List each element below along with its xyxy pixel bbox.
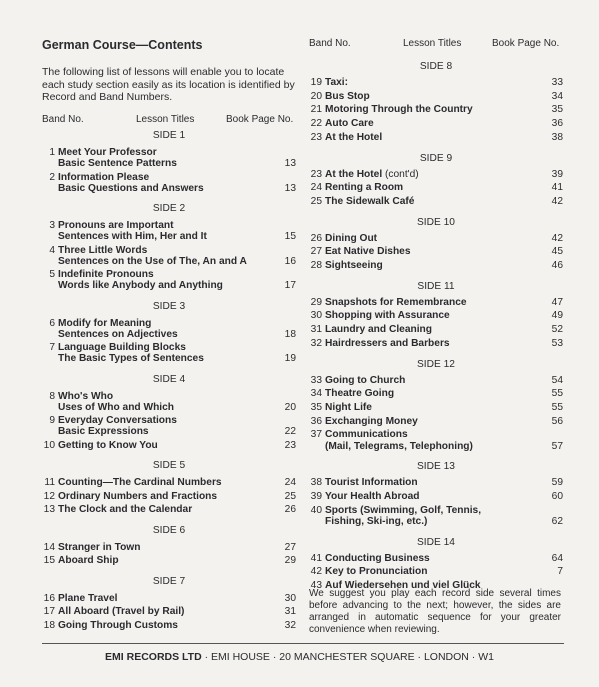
lesson-subtitle: Basic Questions and Answers	[58, 182, 204, 194]
band-number: 15	[43, 555, 55, 566]
band-number: 32	[310, 337, 322, 349]
lesson-title: Auf Wiedersehen und viel Glück	[325, 580, 481, 592]
lesson-title: Stranger in Town	[58, 541, 141, 553]
lesson-title: Motoring Through the Country	[325, 104, 473, 116]
book-page-number: 60	[551, 491, 563, 502]
lesson-entry	[42, 269, 296, 291]
book-page-number: 31	[284, 606, 296, 617]
band-number: 18	[43, 619, 55, 631]
band-number: 27	[310, 246, 322, 258]
band-number: 19	[310, 77, 322, 88]
lesson-subtitle: Basic Expressions	[58, 426, 149, 437]
lesson-title: Sports (Swimming, Golf, Tennis,	[325, 504, 482, 516]
band-number: 8	[49, 390, 55, 402]
lesson-entry	[309, 416, 563, 427]
book-page-number: 27	[284, 541, 296, 553]
book-page-number: 34	[551, 90, 563, 102]
book-page-number: 13	[284, 158, 296, 169]
lesson-title: Eat Native Dishes	[325, 246, 411, 258]
book-page-number: 33	[551, 77, 563, 88]
band-number: 43	[310, 580, 322, 592]
band-number: 36	[310, 415, 322, 427]
band-number: 10	[43, 439, 55, 451]
lesson-entry	[42, 415, 296, 437]
lesson-title: Counting—The Cardinal Numbers	[58, 477, 222, 488]
book-page-number: 42	[551, 232, 563, 244]
lesson-entry	[42, 440, 296, 451]
band-number: 38	[310, 477, 322, 489]
lesson-entry	[42, 491, 296, 502]
band-number: 22	[310, 118, 322, 130]
book-page-number: 20	[284, 401, 296, 413]
band-number: 24	[310, 182, 322, 194]
book-page-number: 30	[284, 592, 296, 604]
lesson-title: At the Hotel	[325, 168, 383, 180]
band-number: 3	[49, 220, 55, 231]
side-heading: SIDE 11	[417, 280, 455, 292]
lesson-subtitle: The Basic Types of Sentences	[58, 353, 204, 364]
intro-paragraph: The following list of lessons will enable you to locate each study section easily as its location is identified by Record and Band Numbers.	[42, 66, 295, 103]
lesson-subtitle: Basic Sentence Patterns	[58, 158, 177, 169]
band-number: 34	[310, 388, 322, 400]
book-page-number: 56	[551, 415, 563, 427]
lesson-entry	[42, 542, 296, 553]
band-number: 35	[310, 401, 322, 413]
lesson-entry	[42, 593, 296, 604]
lesson-title: Renting a Room	[325, 182, 404, 194]
lesson-entry	[309, 324, 563, 335]
lesson-title: Exchanging Money	[325, 415, 418, 427]
side-heading: SIDE 8	[419, 61, 453, 72]
lesson-entry	[309, 566, 563, 577]
footer-divider	[42, 643, 564, 644]
side-heading: SIDE 12	[417, 358, 455, 370]
lesson-title: Sightseeing	[325, 260, 383, 271]
side-heading: SIDE 7	[152, 575, 186, 587]
side-heading: SIDE 14	[417, 536, 455, 548]
band-number: 41	[310, 552, 322, 564]
lesson-title: Who's Who	[58, 390, 114, 402]
lesson-entry	[309, 182, 563, 193]
lesson-title: Communications	[325, 429, 408, 441]
band-number: 16	[43, 592, 55, 604]
lesson-entry	[309, 169, 563, 180]
lesson-title: Key to Pronunciation	[325, 566, 428, 578]
lesson-entry	[42, 390, 296, 413]
lesson-entry	[42, 147, 296, 169]
lesson-title: Going Through Customs	[58, 619, 178, 631]
band-number: 5	[49, 269, 55, 280]
lesson-title: At the Hotel	[325, 131, 383, 143]
lesson-entry	[309, 429, 563, 452]
book-page-number: 64	[551, 552, 563, 564]
lesson-entry	[309, 91, 563, 102]
band-number: 28	[310, 260, 322, 271]
book-page-number: 49	[551, 310, 563, 322]
lesson-subtitle: Fishing, Ski-ing, etc.)	[325, 515, 428, 527]
book-page-number: 42	[551, 195, 563, 207]
band-number: 31	[310, 324, 322, 336]
side-heading: SIDE 1	[152, 130, 186, 141]
book-page-number: 59	[551, 477, 563, 489]
book-page-number: 62	[551, 515, 563, 527]
book-page-number: 36	[551, 118, 563, 130]
lesson-entry	[42, 606, 296, 617]
lesson-entry	[309, 504, 563, 527]
lesson-entry	[309, 77, 563, 88]
band-number: 20	[310, 90, 322, 102]
band-number: 7	[49, 342, 55, 353]
band-number: 25	[310, 195, 322, 207]
lesson-title: Shopping with Assurance	[325, 310, 450, 322]
lesson-title: Dining Out	[325, 232, 378, 244]
lesson-entry	[42, 555, 296, 566]
book-page-number: 35	[551, 104, 563, 116]
lesson-title: Going to Church	[325, 374, 406, 386]
lesson-entry	[42, 477, 296, 488]
lesson-title: Ordinary Numbers and Fractions	[58, 490, 218, 502]
publisher-name: EMI RECORDS LTD	[105, 651, 202, 663]
publisher-footer	[0, 651, 599, 663]
book-page-number: 25	[284, 490, 296, 502]
band-number: 40	[310, 504, 322, 516]
side-heading: SIDE 4	[152, 373, 186, 385]
lesson-subtitle: Uses of Who and Which	[58, 401, 175, 413]
lesson-entry	[42, 504, 296, 515]
book-page-number: 47	[551, 296, 563, 308]
lesson-entry	[309, 246, 563, 257]
book-page-number: 32	[284, 619, 296, 631]
band-number: 9	[49, 415, 55, 426]
left-page-header: Book Page No.	[226, 114, 294, 125]
book-page-number: 23	[284, 439, 296, 451]
lesson-entry	[42, 342, 296, 364]
lesson-subtitle: (Mail, Telegrams, Telephoning)	[325, 440, 473, 452]
lesson-entry	[309, 260, 563, 271]
book-page-number: 17	[284, 280, 296, 291]
left-lesson-header: Lesson Titles	[136, 114, 195, 125]
lesson-title: Meet Your Professor	[58, 147, 157, 158]
band-number: 2	[49, 171, 55, 183]
lesson-entry	[309, 553, 563, 564]
lesson-title: Pronouns are Important	[58, 220, 174, 231]
band-number: 23	[310, 131, 322, 143]
lesson-entry	[42, 620, 296, 631]
lesson-title: Bus Stop	[325, 90, 370, 102]
lesson-title: All Aboard (Travel by Rail)	[58, 606, 185, 617]
lesson-title: Indefinite Pronouns	[58, 269, 154, 280]
book-page-number: 39	[551, 168, 563, 180]
right-lesson-header: Lesson Titles	[403, 38, 462, 49]
playback-note: We suggest you play each record side several times before advancing to the next; however, the sides are arranged in automatic sequence for your greater convenience when reviewing.	[309, 588, 561, 635]
lesson-title: Conducting Business	[325, 552, 430, 564]
lesson-title: Tourist Information	[325, 477, 418, 489]
lesson-entry	[309, 338, 563, 349]
band-number: 12	[43, 490, 55, 502]
lesson-title-note: (cont'd)	[382, 168, 419, 180]
lesson-title: Getting to Know You	[58, 439, 158, 451]
lesson-subtitle: Sentences on Adjectives	[58, 328, 178, 340]
lesson-entry	[309, 118, 563, 129]
band-number: 1	[49, 147, 55, 158]
lesson-title: Plane Travel	[58, 592, 118, 604]
band-number: 14	[43, 541, 55, 553]
band-number: 13	[43, 504, 55, 515]
lesson-title: Language Building Blocks	[58, 342, 186, 353]
side-heading: SIDE 10	[417, 216, 455, 228]
book-page-number: 19	[284, 353, 296, 364]
lesson-entry	[309, 402, 563, 413]
band-number: 39	[310, 491, 322, 502]
lesson-entry	[42, 317, 296, 340]
band-number: 17	[43, 606, 55, 617]
lesson-title: The Clock and the Calendar	[58, 504, 193, 515]
book-page-number: 41	[551, 182, 563, 194]
lesson-title: Night Life	[325, 401, 372, 413]
book-page-number: 53	[551, 337, 563, 349]
book-page-number: 52	[551, 324, 563, 336]
book-page-number: 55	[551, 388, 563, 400]
band-number: 33	[310, 374, 322, 386]
band-number: 23	[310, 168, 322, 180]
book-page-number: 18	[284, 328, 296, 340]
side-heading: SIDE 3	[152, 300, 186, 312]
lesson-entry	[309, 233, 563, 244]
band-number: 21	[310, 104, 322, 116]
publisher-address: · EMI HOUSE · 20 MANCHESTER SQUARE · LONDON · W1	[204, 651, 494, 663]
lesson-entry	[309, 297, 563, 308]
band-number: 42	[310, 566, 322, 578]
lesson-entry	[309, 375, 563, 386]
side-heading: SIDE 2	[152, 203, 186, 214]
band-number: 11	[44, 477, 55, 488]
book-page-number: 45	[551, 246, 563, 258]
lesson-title: Auto Care	[325, 118, 374, 130]
lesson-title: Your Health Abroad	[325, 491, 420, 502]
book-page-number: 26	[284, 504, 296, 515]
book-page-number: 15	[284, 231, 296, 242]
lesson-entry	[42, 244, 296, 267]
lesson-title: Aboard Ship	[58, 555, 119, 566]
book-page-number: 13	[284, 182, 296, 194]
lesson-title: Taxi:	[325, 77, 349, 88]
lesson-entry	[309, 388, 563, 399]
lesson-entry	[309, 132, 563, 143]
lesson-subtitle: Sentences with Him, Her and It	[58, 231, 207, 242]
band-number: 4	[49, 244, 55, 256]
lesson-title: Theatre Going	[325, 388, 395, 400]
lesson-title: The Sidewalk Café	[325, 195, 415, 207]
side-heading: SIDE 13	[417, 461, 455, 473]
right-page-header: Book Page No.	[492, 38, 560, 49]
side-heading: SIDE 5	[152, 460, 186, 471]
side-heading: SIDE 6	[152, 524, 186, 536]
side-heading: SIDE 9	[419, 152, 453, 164]
document-title: German Course—Contents	[42, 38, 203, 52]
lesson-entry	[309, 491, 563, 502]
book-page-number: 7	[557, 566, 563, 578]
book-page-number: 22	[284, 426, 296, 437]
left-band-header: Band No.	[42, 114, 84, 125]
book-page-number: 16	[284, 255, 296, 267]
lesson-entry	[309, 196, 563, 207]
book-page-number: 57	[551, 440, 563, 452]
lesson-entry	[309, 310, 563, 321]
band-number: 26	[310, 232, 322, 244]
lesson-title: Three Little Words	[58, 244, 148, 256]
book-page-number: 46	[551, 260, 563, 271]
lesson-title: Hairdressers and Barbers	[325, 337, 450, 349]
lesson-entry	[42, 220, 296, 242]
lesson-title: Snapshots for Remembrance	[325, 296, 467, 308]
book-page-number: 38	[551, 131, 563, 143]
book-page-number: 55	[551, 401, 563, 413]
lesson-title: Modify for Meaning	[58, 317, 152, 329]
lesson-entry	[42, 171, 296, 194]
book-page-number: 29	[284, 555, 296, 566]
lesson-entry	[309, 477, 563, 488]
lesson-title: Laundry and Cleaning	[325, 324, 432, 336]
book-page-number: 24	[284, 477, 296, 488]
lesson-subtitle: Sentences on the Use of The, An and A	[58, 255, 247, 267]
lesson-subtitle: Words like Anybody and Anything	[58, 280, 223, 291]
band-number: 6	[49, 317, 55, 329]
book-page-number: 54	[551, 374, 563, 386]
band-number: 37	[310, 429, 322, 441]
lesson-title: Information Please	[58, 171, 150, 183]
band-number: 30	[310, 310, 322, 322]
right-band-header: Band No.	[309, 38, 351, 49]
band-number: 29	[310, 296, 322, 308]
lesson-title: Everyday Conversations	[58, 415, 177, 426]
lesson-entry	[309, 104, 563, 115]
